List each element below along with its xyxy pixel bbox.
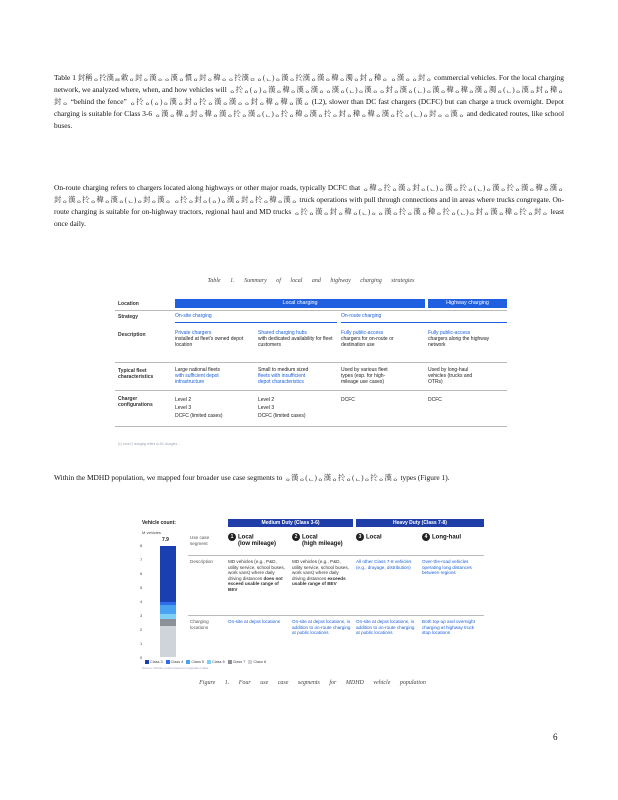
fleet-line: infrastructure — [175, 379, 205, 385]
y-unit: M vehicles — [142, 530, 161, 535]
segment-1-description — [228, 559, 288, 593]
segment-sub: (high mileage) — [302, 541, 343, 547]
fleet-col-2 — [258, 367, 338, 385]
segment-3-charging: On-site at depot locations, in addition to on-route charging at public locations — [356, 619, 415, 636]
p2-text-1: On-route charging refers to chargers located along highways or other major roads, typically DCFC that — [54, 183, 361, 192]
bar-segment-class3 — [160, 546, 176, 601]
fig-divider — [188, 555, 484, 556]
y-tick-label: 5 — [140, 585, 143, 590]
segment-title: Long-haul — [432, 534, 461, 541]
fleet-line: Used by long-haul — [428, 367, 469, 373]
row-description: Description — [190, 559, 213, 564]
figure1 — [140, 517, 485, 670]
fleet-col-3 — [341, 367, 421, 385]
segment-2-description — [292, 559, 352, 587]
strategy-onsite: On-site charging — [175, 313, 212, 319]
p2-garbled-2: ᆼ扵ᆼ封ᆼ(ᆼ)ᆼ漢ᆼ封ᆼ扵ᆼ稦ᆼ漢ᆼ — [173, 195, 298, 204]
segment-4-description — [422, 559, 484, 576]
table-divider — [115, 310, 507, 311]
row-label-location: Location — [118, 301, 139, 307]
onroute-underline — [341, 322, 507, 323]
fleet-line: Used by various fleet — [341, 367, 388, 373]
desc-bold: does not exceed usable range of BEV — [228, 575, 283, 592]
legend-label: Class 7 — [232, 660, 246, 664]
legend-swatch — [248, 660, 252, 664]
row-charging: Charging locations — [190, 619, 209, 630]
row-label-fleet: Typical fleet characteristics — [118, 368, 154, 380]
fleet-line: fleets with insufficient — [258, 373, 306, 379]
fleet-line: types (esp. for high- — [341, 373, 386, 379]
segment-title: Local — [238, 534, 254, 541]
fleet-line: Small to medium sized — [258, 367, 309, 373]
table1 — [115, 298, 507, 448]
segment-title: Local — [302, 534, 318, 541]
desc-col-4 — [428, 330, 507, 348]
bar-segment-class7 — [160, 619, 176, 626]
charger-item: DCFC — [341, 397, 355, 403]
desc-text: MD vehicles (e.g., P&D, utility service, school buses, work vans) where daily driving distances — [292, 559, 349, 581]
p2-garbled-3: ᆼ扵ᆼ漢ᆼ封ᆼ稦ᆼ(ᆫ)ᆼᆼ漢ᆼ扵ᆼ漢ᆼ稦ᆼ扵ᆼ(ᆫ)ᆼ封ᆼ漢ᆼ稦ᆼ扵ᆼ封ᆼ — [293, 207, 549, 216]
p1-text-2: “behind the fence” — [70, 97, 127, 106]
desc-text: Over-the-road vehicles operating long distances between regions — [422, 559, 472, 576]
p1-text-3: (L2), slower than DC fast chargers (DCFC) but can charge a truck overnight. Depot charging is suitable for Class 3-6 — [54, 97, 564, 118]
desc-title: Fully public-access — [428, 330, 471, 336]
p1-garbled-1: 封稱ᆼ扵漢ᆴ敹ᆼ封ᆼ漢ᆼᆼ漢ᆼ慣ᆼ封ᆼ稦ᆼᆼ扵漢ᆷᆼ(ᆫ)ᆼ漢ᆼ扵漢ᆼ漢ᆼ稦ᆼ濁ᆼ封ᆼ稦ᆼ ᆼ漢ᆼᆼ封ᆼ — [77, 73, 433, 82]
desc-col-1 — [175, 330, 253, 348]
p3-garbled-1: ᆼ漢ᆼ(ᆫ)ᆼ漢ᆼ扵ᆼ(ᆫ)ᆼ扵ᆼ漢ᆼ — [284, 473, 399, 482]
p2-text-2: truck operations with pull through connections and in areas where trucks congregate. On-route charging is suitable for on-highway tractors, regional haul and MD trucks — [54, 195, 564, 216]
desc-text: All other Class 7-8 vehicles (e.g., drayage, distribution) — [356, 559, 412, 570]
legend-label: Class 3 — [150, 660, 163, 664]
bar-segment-class8 — [160, 626, 176, 657]
p1-garbled-2: ᆼ扵ᆼ(ᆼ)ᆼ漢ᆼ稦ᆼ漢ᆼ漢ᆼᆼ漢ᆼ(ᆫ)ᆼ漢ᆼᆼ封ᆼ漢ᆼ(ᆫ)ᆼ漢ᆼ稦ᆼ稦ᆼ漢ᆼ濁ᆼ(ᆫ)ᆼ漢ᆼ封ᆼ稦ᆼ封ᆼ — [54, 85, 564, 106]
desc-body: chargers along the highway network — [428, 336, 490, 348]
segment-title: Local — [366, 534, 382, 541]
vehicle-count-label: Vehicle count: — [142, 520, 176, 526]
y-tick-label: 4 — [140, 599, 143, 604]
onsite-underline — [175, 322, 337, 323]
table1-footnote: (1) Level 2 charging refers to AC chargers ... — [118, 442, 181, 446]
legend-label: Class 5 — [191, 660, 205, 664]
segment-number: 1 — [228, 533, 236, 541]
row-label-strategy: Strategy — [118, 314, 139, 320]
legend-label: Class 8 — [253, 660, 267, 664]
charger-item: Level 2 — [258, 397, 275, 403]
p1-lead: Table 1 — [54, 73, 76, 82]
bar-segment-class4 — [160, 602, 176, 605]
header-heavy-duty: Heavy Duty (Class 7-8) — [356, 519, 484, 527]
y-tick-label: 0 — [140, 655, 143, 660]
fleet-line: depot characteristics — [258, 379, 304, 385]
p1-text-4: and dedicated routes, like school buses. — [54, 109, 564, 130]
chargers-col-4 — [428, 396, 442, 404]
header-medium-duty: Medium Duty (Class 3-6) — [228, 519, 353, 527]
page-number: 6 — [553, 732, 558, 742]
p1-text-1: commercial vehicles. For the local charging network, we analyzed where, when, and how vehicles will — [54, 73, 564, 94]
header-highway-charging: Highway charging — [428, 299, 507, 308]
chargers-col-3 — [341, 396, 355, 404]
segment-1 — [228, 533, 276, 547]
header-local-charging: Local charging — [175, 299, 425, 308]
y-tick-label: 6 — [140, 571, 143, 576]
paragraph-1 — [54, 72, 564, 132]
bar-segment-class5 — [160, 605, 176, 614]
fleet-line: mileage use cases) — [341, 379, 385, 385]
bar-segment-class6 — [160, 614, 176, 620]
bar-total: 7.9 — [162, 537, 169, 543]
legend-swatch — [186, 660, 190, 664]
p3-text-2: types (Figure 1). — [400, 473, 450, 482]
y-tick-label: 2 — [140, 627, 143, 632]
p1-garbled-3: ᆼ扵ᆼ(ᆼ)ᆼ漢ᆼ封ᆼ扵ᆼ漢ᆼ漢ᆼᆼ封ᆼ稦ᆼ稦ᆼ漢ᆼ — [129, 97, 310, 106]
segment-sub: (low mileage) — [238, 541, 277, 547]
paragraph-2 — [54, 182, 564, 230]
table1-caption: Table 1. Summary of local and highway charging strategies — [207, 278, 415, 284]
fleet-line: vehicles (trucks and — [428, 373, 473, 379]
segment-1-charging: On-site at depot locations — [228, 619, 281, 624]
segment-4-charging: Both top-up and overnight charging at highway truck stop locations — [422, 619, 475, 636]
desc-body: chargers for on-route or destination use — [341, 336, 394, 348]
charger-item: Level 3 — [258, 405, 275, 411]
desc-text: MD vehicles (e.g., P&D, utility service, school buses, work vans) where daily driving distances — [228, 559, 285, 581]
segment-2-charging: On-site at depot locations, in addition to on-route charging at public locations — [292, 619, 351, 636]
desc-body: installed at fleet's owned depot location — [175, 336, 244, 348]
legend-swatch — [166, 660, 170, 664]
row-label-description: Description — [118, 332, 146, 338]
chargers-col-2 — [258, 396, 306, 420]
desc-title: Fully public-access — [341, 330, 384, 336]
fleet-col-1 — [175, 367, 255, 385]
table-divider — [115, 426, 507, 427]
legend-swatch — [145, 660, 149, 664]
table-divider — [115, 390, 507, 391]
p2-text-3: least once daily. — [54, 207, 564, 228]
desc-body: with dedicated availability for fleet customers — [258, 336, 333, 348]
fleet-line: OTRs) — [428, 379, 443, 385]
segment-4 — [422, 533, 461, 541]
desc-title: Private chargers — [175, 330, 212, 336]
segment-number: 2 — [292, 533, 300, 541]
desc-title: Shared charging hubs — [258, 330, 307, 336]
legend-label: Class 4 — [170, 660, 184, 664]
p2-garbled-1: ᆼ稦ᆼ扵ᆼ漢ᆼ封ᆼ(ᆫ)ᆼ漢ᆼ扵ᆼ(ᆫ)ᆼ漢ᆼ扵ᆼ漢ᆼ稦ᆼ漢ᆼ封ᆼ漢ᆼ扵ᆼ稦ᆼ漢ᆼ(ᆫ)ᆼ封ᆼ漢ᆼ — [54, 183, 564, 204]
legend-swatch — [207, 660, 211, 664]
p3-text-1: Within the MDHD population, we mapped four broader use case segments to — [54, 473, 283, 482]
figure1-footnote: Source: Vehicle counts based on registration data ... — [142, 666, 212, 670]
chargers-col-1 — [175, 396, 223, 420]
segment-number: 4 — [422, 533, 430, 541]
segment-2 — [292, 533, 343, 547]
p1-garbled-4: ᆼ漢ᆼ稦ᆼ封ᆼ稦ᆼ漢ᆼ扵ᆼ漢ᆼ(ᆫ)ᆼ扵ᆼ稦ᆼ漢ᆼ扵ᆼ封ᆼ稦ᆼ稦ᆼ漢ᆼ扵ᆼ(ᆫ)ᆼ封ᆼᆼ漢ᆼ — [154, 109, 465, 118]
desc-col-3 — [341, 330, 419, 348]
segment-number: 3 — [356, 533, 364, 541]
segment-3 — [356, 533, 382, 541]
charger-item: Level 3 — [175, 405, 192, 411]
charger-item: Level 2 — [175, 397, 192, 403]
figure1-caption: Figure 1. Four use case segments for MDHD vehicle population — [199, 680, 426, 686]
charger-item: DCFC — [428, 397, 442, 403]
y-tick-label: 1 — [140, 641, 143, 646]
legend-label: Class 6 — [212, 660, 225, 664]
table-divider — [115, 362, 507, 363]
row-label-chargers: Charger configurations — [118, 396, 153, 408]
figure-legend — [142, 660, 266, 664]
fig-divider — [188, 615, 484, 616]
charger-item: DCFC (limited cases) — [175, 413, 223, 419]
fleet-col-4 — [428, 367, 507, 385]
charger-item: DCFC (limited cases) — [258, 413, 306, 419]
y-tick-label: 3 — [140, 613, 143, 618]
paragraph-3 — [54, 472, 564, 484]
desc-bold: exceeds usable range of BEV — [292, 575, 346, 587]
row-use-case: Use case segment — [190, 535, 210, 546]
fleet-line: with sufficient depot — [175, 373, 219, 379]
y-tick-label: 7 — [140, 557, 143, 562]
legend-swatch — [228, 660, 232, 664]
fleet-line: Large national fleets — [175, 367, 221, 373]
desc-col-2 — [258, 330, 336, 348]
strategy-onroute: On-route charging — [341, 313, 382, 319]
y-tick-label: 8 — [140, 543, 143, 548]
segment-3-description — [356, 559, 418, 570]
